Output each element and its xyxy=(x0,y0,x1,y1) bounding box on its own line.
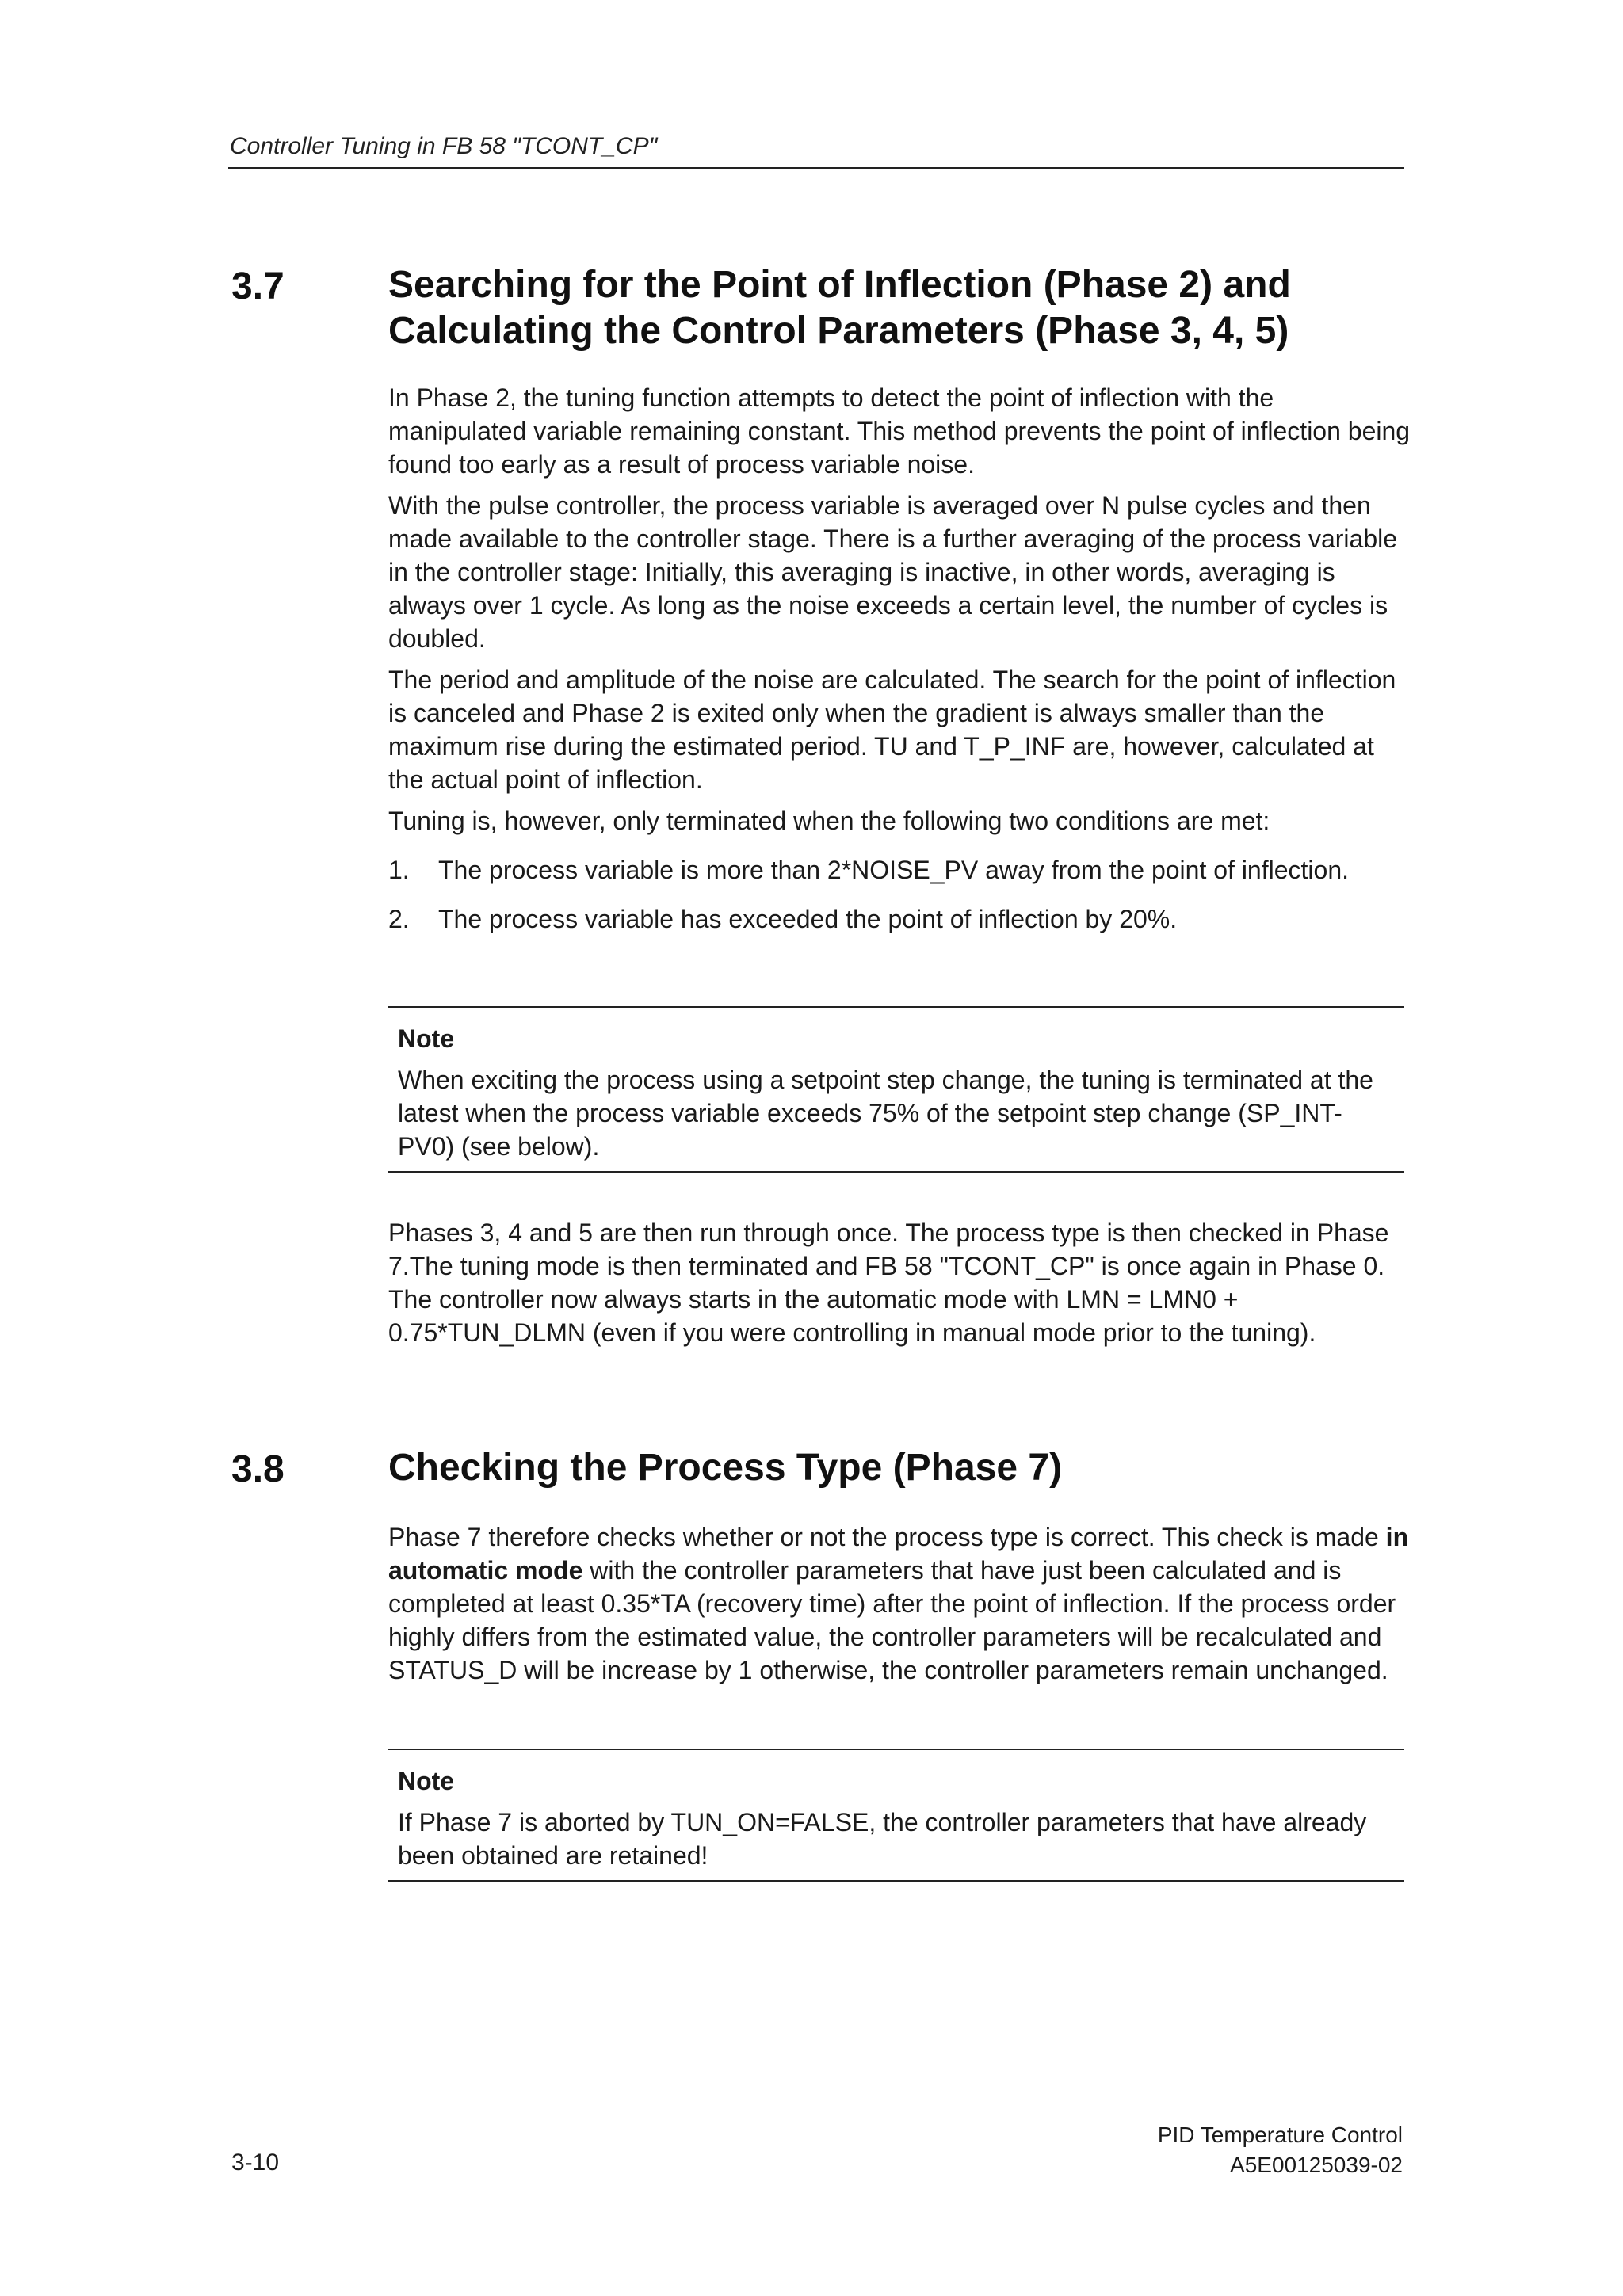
paragraph: Phases 3, 4 and 5 are then run through once. The process type is then checked in Phase 7.The tuning mode is then terminated and FB 58 "TCONT_CP" is once again in Phase 0. The controller now always starts in the automatic mode with LMN = LMN0 + 0.75*TUN_DLMN (even if you were controlling in manual mode prior to the tuning). xyxy=(388,1219,1389,1347)
paragraph xyxy=(388,1520,1411,1687)
section-3-8-title: Checking the Process Type (Phase 7) xyxy=(388,1447,1063,1489)
paragraph-text: Phase 7 therefore checks whether or not the process type is correct. This check is made xyxy=(388,1523,1386,1551)
bold-phrase: in automatic mode xyxy=(388,1523,1409,1585)
conditions-list xyxy=(388,853,1411,936)
footer-doc-id: A5E00125039-02 xyxy=(1230,2153,1403,2177)
list-item-number: 1. xyxy=(388,856,410,884)
list-item-number: 2. xyxy=(388,905,410,933)
paragraph: With the pulse controller, the process variable is averaged over N pulse cycles and then made available to the controller stage. There is a further averaging of the process variable in the controller stage: Initially, this averaging is inactive, in other words, averaging is always over 1 cycle. As long as the noise exceeds a certain level, the number of cycles is doubled. xyxy=(388,491,1398,653)
section-3-7-number: 3.7 xyxy=(231,265,285,307)
paragraph-text: with the controller parameters that have just been calculated and is completed at least 0.35*TA (recovery time) after the point of inflection. If the process order highly differs from the estimated value, the controller parameters will be recalculated and STATUS_D will be increase by 1 otherwise, the controller parameters remain unchanged. xyxy=(388,1556,1396,1684)
note-box-3-7 xyxy=(388,1006,1404,1173)
section-3-8-number: 3.8 xyxy=(231,1448,285,1490)
paragraph: Tuning is, however, only terminated when the following two conditions are met: xyxy=(388,807,1270,835)
list-item-text: The process variable is more than 2*NOISE_PV away from the point of inflection. xyxy=(438,856,1349,884)
section-3-7-title-line2: Calculating the Control Parameters (Phase 3, 4, 5) xyxy=(388,310,1289,352)
running-header: Controller Tuning in FB 58 "TCONT_CP" xyxy=(230,133,658,159)
section-3-7-title-line1: Searching for the Point of Inflection (Phase 2) and xyxy=(388,264,1291,306)
paragraph: In Phase 2, the tuning function attempts to detect the point of inflection with the manipulated variable remaining constant. This method prevents the point of inflection being found too early as a result of process variable noise. xyxy=(388,383,1411,479)
list-item xyxy=(388,853,1411,887)
note-title: Note xyxy=(398,1767,455,1795)
list-item xyxy=(388,902,1411,936)
section-3-7-body xyxy=(388,381,1411,952)
page-number: 3-10 xyxy=(231,2149,280,2176)
list-item-text: The process variable has exceeded the point of inflection by 20%. xyxy=(438,905,1178,933)
note-box-3-8 xyxy=(388,1749,1404,1882)
section-3-7-title xyxy=(388,262,1419,354)
note-text: If Phase 7 is aborted by TUN_ON=FALSE, the controller parameters that have already been obtained are retained! xyxy=(398,1808,1367,1870)
paragraph: The period and amplitude of the noise are calculated. The search for the point of inflection is canceled and Phase 2 is exited only when the gradient is always smaller than the maximum rise during the estimated period. TU and T_P_INF are, however, calculated at the actual point of inflection. xyxy=(388,666,1396,794)
footer-doc-info xyxy=(1158,2120,1403,2180)
footer-doc-title: PID Temperature Control xyxy=(1157,2122,1403,2147)
note-text: When exciting the process using a setpoint step change, the tuning is terminated at the latest when the process variable exceeds 75% of the setpoint step change (SP_INT-PV0) (see below). xyxy=(398,1066,1373,1161)
section-3-8-body xyxy=(388,1520,1411,1695)
header-rule xyxy=(228,167,1404,169)
note-title: Note xyxy=(398,1024,455,1053)
section-3-7-after-note xyxy=(388,1216,1411,1357)
